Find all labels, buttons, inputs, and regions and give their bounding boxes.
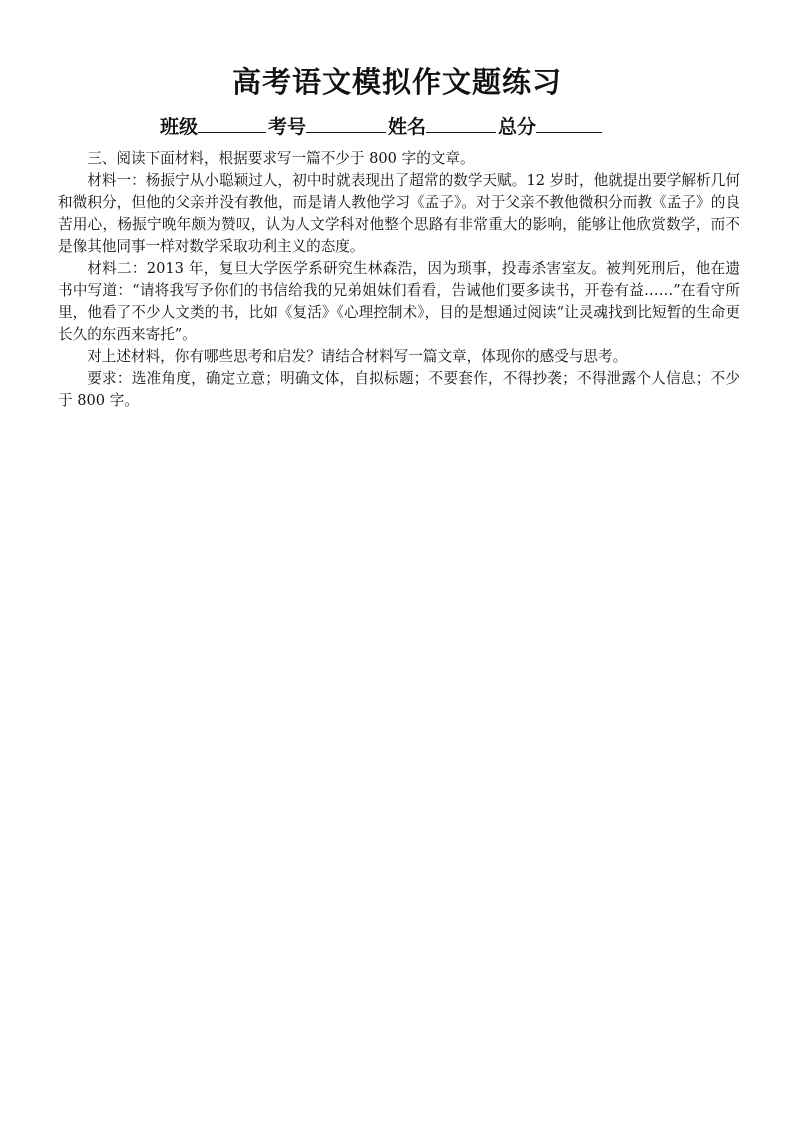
score-label: 总分 xyxy=(498,116,537,138)
writing-prompt: 对上述材料，你有哪些思考和启发？请结合材料写一篇文章，体现你的感受与思考。 xyxy=(87,348,628,365)
material-two: 材料二：2013 年，复旦大学医学系研究生林森浩，因为琐事，投毒杀害室友。被判死刑后，他在遗书中写道：“请将我写予你们的书信给我的兄弟姐妹们看看，告诫他们要多读书，开卷有益……”在看守所里，他看了不少人文类的书，比如《复活》《心理控制术》，目的是想通过阅读“让灵魂找到比短暂的生命更长久的东西来寄托”。 xyxy=(58,260,740,343)
material-one: 材料一：杨振宁从小聪颖过人，初中时就表现出了超常的数学天赋。12 岁时，他就提出要学解析几何和微积分，但他的父亲并没有教他，而是请人教他学习《孟子》。对于父亲不教他微积分而教《孟子》的良苦用心，杨振宁晚年颇为赞叹，认为人文学科对他整个思路有非常重大的影响，能够让他欣赏数学，而不是像其他同事一样对数学采取功利主义的态度。 xyxy=(58,172,740,255)
name-blank xyxy=(426,114,496,133)
writing-requirements: 要求：选准角度，确定立意；明确文体，自拟标题；不要套作，不得抄袭；不得泄露个人信息；不少于 800 字。 xyxy=(58,370,740,409)
document-title: 高考语文模拟作文题练习 xyxy=(231,65,562,99)
class-blank xyxy=(198,114,266,133)
name-label: 姓名 xyxy=(388,116,427,138)
exam-number-blank xyxy=(306,114,386,133)
question-instruction: 三、阅读下面材料，根据要求写一篇不少于 800 字的文章。 xyxy=(87,150,475,167)
exam-number-label: 考号 xyxy=(268,116,307,138)
class-label: 班级 xyxy=(160,116,199,138)
question-content xyxy=(58,148,740,412)
student-info-row xyxy=(160,114,640,142)
score-blank xyxy=(536,114,602,133)
